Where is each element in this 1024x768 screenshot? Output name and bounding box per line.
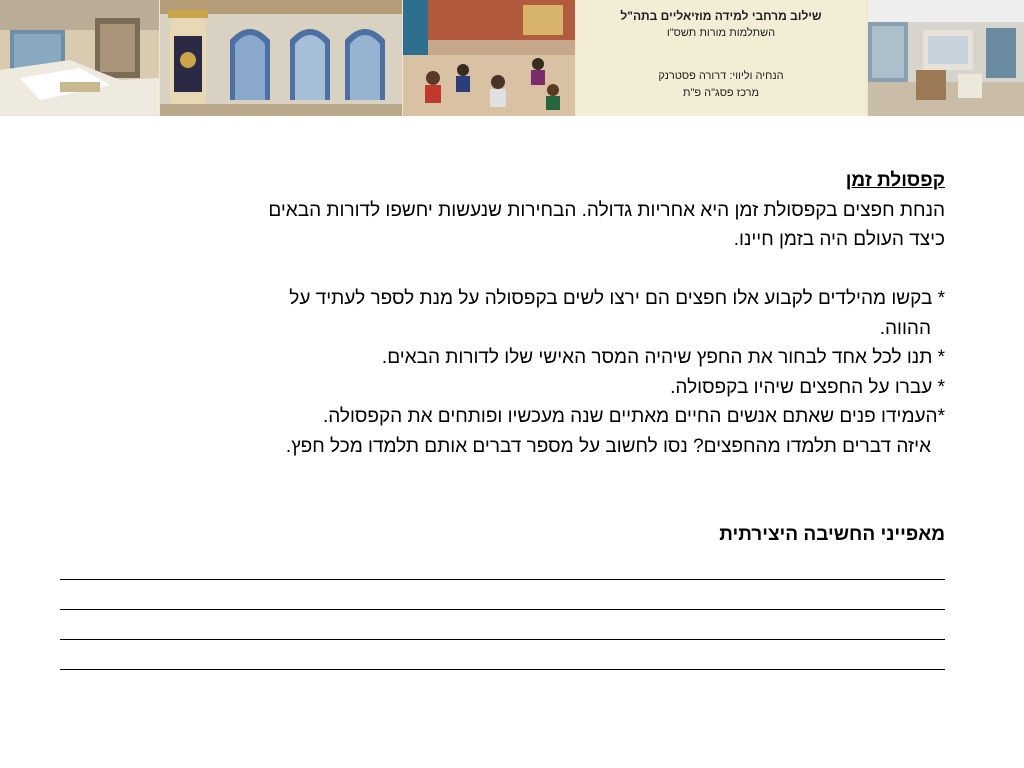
torah-display-photo (160, 0, 402, 116)
document-heading: קפסולת זמן (845, 170, 945, 191)
bullet-item: * בקשו מהילדים לקבוע אלו חפצים הם ירצו לשים בקפסולה על מנת לספר לעתיד על (289, 288, 945, 309)
banner-center: מרכז פסג"ה פ"ת (682, 87, 760, 99)
intro-line: כיצד העולם היה בזמן חיינו. (733, 229, 945, 250)
children-activity-photo (403, 0, 575, 116)
writing-line[interactable] (60, 610, 945, 640)
banner-text-panel (576, 0, 866, 116)
bullet-item: * עברו על החפצים שיהיו בקפסולה. (670, 376, 945, 398)
banner-title: שילוב מרחבי למידה מוזיאליים בתה"ל (620, 9, 822, 23)
lesson-document (60, 166, 945, 670)
header-banner (0, 0, 1024, 116)
banner-guide: הנחיה וליווי: דרורה פסטרנק (658, 70, 784, 82)
bullet-item: * תנו לכל אחד לבחור את החפץ שיהיה המסר האישי שלו לדורות הבאים. (381, 347, 945, 368)
banner-subtitle: השתלמות מורות תשס"ו (666, 27, 776, 39)
museum-hall-photo (868, 0, 1024, 116)
writing-line[interactable] (60, 640, 945, 670)
section-title: מאפייני החשיבה היצירתית (719, 524, 945, 545)
bullet-continuation: ההווה. (879, 317, 931, 339)
intro-line: הנחת חפצים בקפסולת זמן היא אחריות גדולה. הבחירות שנעשות יחשפו לדורות הבאים (268, 199, 945, 221)
writing-line[interactable] (60, 580, 945, 610)
writing-line[interactable] (60, 550, 945, 580)
spacer (60, 255, 945, 285)
bullet-item: *העמידו פנים שאתם אנשים החיים מאתיים שנה מעכשיו ופותחים את הקפסולה. (322, 406, 945, 427)
museum-room-photo (0, 0, 159, 116)
bullet-continuation: איזה דברים תלמדו מהחפצים? נסו לחשוב על מספר דברים אותם תלמדו מכל חפץ. (285, 435, 931, 457)
spacer (60, 461, 945, 520)
